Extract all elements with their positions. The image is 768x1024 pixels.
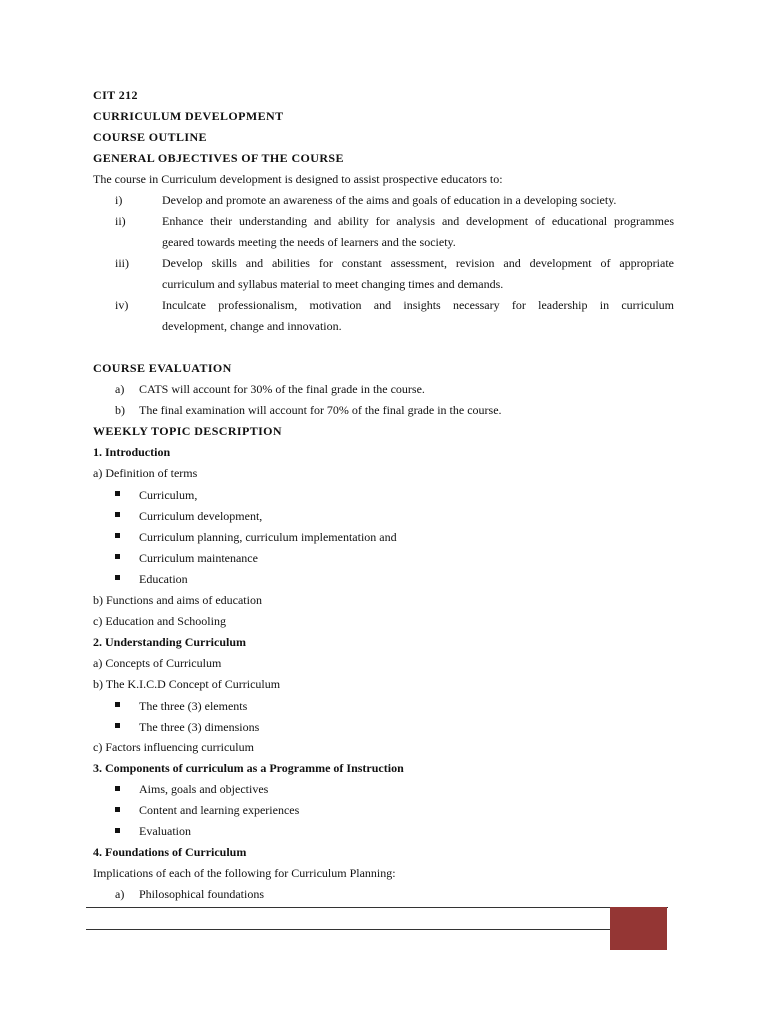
- objective-text-continued: curriculum and syllabus material to meet changing times and demands.: [162, 277, 504, 291]
- topic-1-bullet: Education: [139, 572, 188, 586]
- course-code: CIT 212: [93, 88, 138, 102]
- objective-text-continued: geared towards meeting the needs of learners and the society.: [162, 235, 456, 249]
- bullet-icon: [115, 828, 120, 833]
- bullet-icon: [115, 702, 120, 707]
- topic-1-c: c) Education and Schooling: [93, 614, 226, 628]
- weekly-heading: WEEKLY TOPIC DESCRIPTION: [93, 424, 282, 438]
- objective-number: ii): [115, 214, 126, 228]
- topic-3-bullet: Evaluation: [139, 824, 191, 838]
- footer-rule-top: [86, 907, 668, 908]
- course-outline-heading: COURSE OUTLINE: [93, 130, 207, 144]
- objective-text: Inculcate professionalism, motivation and insights necessary for leadership in curriculum: [162, 298, 674, 312]
- topic-1-bullet: Curriculum maintenance: [139, 551, 258, 565]
- footer-rule-bottom: [86, 929, 610, 930]
- topic-4-label: a): [115, 887, 125, 901]
- bullet-icon: [115, 807, 120, 812]
- bullet-icon: [115, 512, 120, 517]
- evaluation-heading: COURSE EVALUATION: [93, 361, 232, 375]
- topic-2-bullet: The three (3) dimensions: [139, 720, 260, 734]
- topic-2-b: b) The K.I.C.D Concept of Curriculum: [93, 677, 281, 691]
- bullet-icon: [115, 554, 120, 559]
- topic-1-b: b) Functions and aims of education: [93, 593, 262, 607]
- objective-text-continued: development, change and innovation.: [162, 319, 342, 333]
- topic-1-title: 1. Introduction: [93, 445, 171, 459]
- objective-text: Enhance their understanding and ability for analysis and development of educational programmes: [162, 214, 674, 228]
- topic-1-bullet: Curriculum,: [139, 488, 198, 502]
- topic-2-bullet: The three (3) elements: [139, 699, 248, 713]
- course-title: CURRICULUM DEVELOPMENT: [93, 109, 284, 123]
- topic-1-bullet: Curriculum planning, curriculum implementation and: [139, 530, 397, 544]
- objectives-intro: The course in Curriculum development is designed to assist prospective educators to:: [93, 172, 503, 186]
- bullet-icon: [115, 533, 120, 538]
- objective-text: Develop skills and abilities for constant assessment, revision and development of appropriate: [162, 256, 674, 270]
- evaluation-text: The final examination will account for 70% of the final grade in the course.: [139, 403, 502, 417]
- objective-number: iii): [115, 256, 129, 270]
- objective-number: iv): [115, 298, 129, 312]
- bullet-icon: [115, 491, 120, 496]
- topic-4-title: 4. Foundations of Curriculum: [93, 845, 247, 859]
- evaluation-text: CATS will account for 30% of the final grade in the course.: [139, 382, 425, 396]
- bullet-icon: [115, 723, 120, 728]
- objectives-heading: GENERAL OBJECTIVES OF THE COURSE: [93, 151, 344, 165]
- footer-page-box: [610, 907, 667, 950]
- topic-3-bullet: Content and learning experiences: [139, 803, 300, 817]
- topic-3-title: 3. Components of curriculum as a Programme of Instruction: [93, 761, 404, 775]
- topic-1-bullet: Curriculum development,: [139, 509, 263, 523]
- topic-2-title: 2. Understanding Curriculum: [93, 635, 247, 649]
- objective-number: i): [115, 193, 123, 207]
- topic-3-bullet: Aims, goals and objectives: [139, 782, 269, 796]
- objective-text: Develop and promote an awareness of the aims and goals of education in a developing society.: [162, 193, 617, 207]
- evaluation-label: a): [115, 382, 125, 396]
- evaluation-label: b): [115, 403, 125, 417]
- topic-4-intro: Implications of each of the following for Curriculum Planning:: [93, 866, 396, 880]
- topic-2-c: c) Factors influencing curriculum: [93, 740, 254, 754]
- bullet-icon: [115, 575, 120, 580]
- topic-1-a: a) Definition of terms: [93, 466, 198, 480]
- topic-4-item: Philosophical foundations: [139, 887, 264, 901]
- topic-2-a: a) Concepts of Curriculum: [93, 656, 222, 670]
- bullet-icon: [115, 786, 120, 791]
